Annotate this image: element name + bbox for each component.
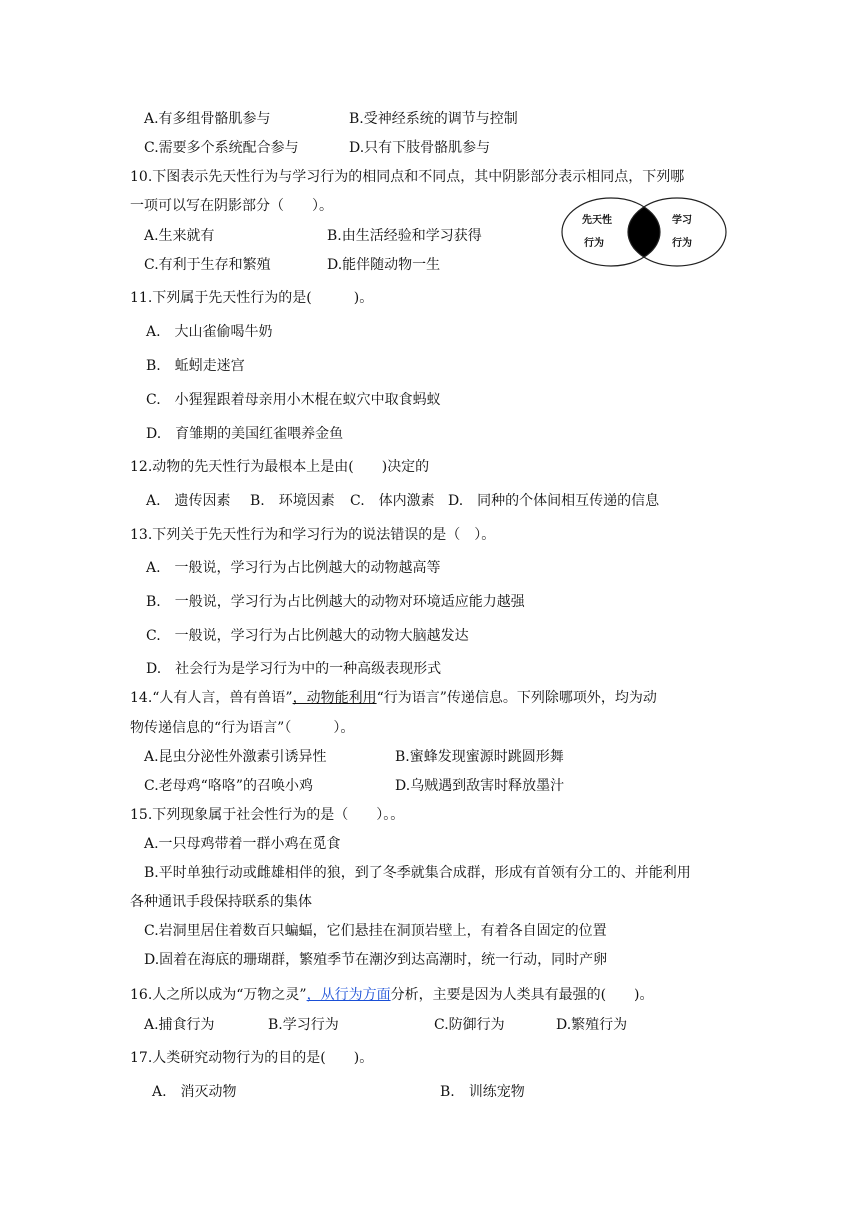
q15-option-b-line2: 各种通讯手段保持联系的集体 [130,894,312,910]
q11-option-d: D. 育雏期的美国红雀喂养金鱼 [146,426,344,442]
q9-option-d: D.只有下肢骨骼肌参与 [349,140,491,156]
q14-quote: 14.“人有人言，兽有兽语” [130,690,293,706]
q13-stem: 13.下列关于先天性行为和学习行为的说法错误的是（ ）。 [130,527,496,543]
q14-option-a: A.昆虫分泌性外激素引诱异性 [144,749,327,765]
q11-stem: 11.下列属于先天性行为的是( )。 [130,290,374,306]
q17-option-b: B. 训练宠物 [440,1084,525,1100]
q10-option-a: A.生来就有 [144,228,215,244]
q11-option-a: A. 大山雀偷喝牛奶 [146,324,273,340]
q9-option-c: C.需要多个系统配合参与 [144,140,299,156]
q12-option-d: D. 同种的个体间相互传递的信息 [448,493,660,509]
q15-stem: 15.下列现象属于社会性行为的是（ ）。。 [130,807,405,823]
q14-underlined-phrase: ，动物能利用 [292,690,377,706]
q15-option-d: D.固着在海底的珊瑚群，繁殖季节在潮汐到达高潮时，统一行动，同时产卵 [144,952,608,968]
q10-option-d: D.能伴随动物一生 [327,257,441,273]
q14-option-d: D.乌贼遇到敌害时释放墨汁 [395,778,565,794]
q14-stem-rest: “行为语言”传递信息。下列除哪项外，均为动 [376,690,657,706]
q12-option-a: A. 遗传因素 [146,493,231,509]
q16-link[interactable]: ，从行为方面 [306,987,391,1003]
q10-option-b: B.由生活经验和学习获得 [327,228,482,244]
venn-left-label-2: 行为 [584,238,604,249]
q14-stem-line2: 物传递信息的“行为语言”（ ）。 [130,720,355,736]
q10-option-c: C.有利于生存和繁殖 [144,257,271,273]
q12-stem: 12.动物的先天性行为最根本上是由( )决定的 [130,459,430,475]
q16-option-d: D.繁殖行为 [556,1017,628,1033]
q10-stem-line2: 一项可以写在阴影部分（ ）。 [130,198,333,214]
q9-option-b: B.受神经系统的调节与控制 [349,111,518,127]
q17-stem: 17.人类研究动物行为的目的是( )。 [130,1050,374,1066]
q14-stem-line1 [130,688,657,708]
q16-stem-start: 16.人之所以成为“万物之灵” [130,987,307,1003]
q10-stem-line1: 10.下图表示先天性行为与学习行为的相同点和不同点，其中阴影部分表示相同点，下列哪 [130,169,685,185]
venn-diagram [560,196,728,268]
q16-stem-end: 分析，主要是因为人类具有最强的( )。 [390,987,654,1003]
venn-right-label-1: 学习 [672,215,692,226]
q15-option-c: C.岩洞里居住着数百只蝙蝠，它们悬挂在洞顶岩壁上，有着各自固定的位置 [144,923,607,939]
q13-option-c: C. 一般说，学习行为占比例越大的动物大脑越发达 [146,628,469,644]
q15-option-a: A.一只母鸡带着一群小鸡在觅食 [144,836,341,852]
q16-option-b: B.学习行为 [268,1017,339,1033]
q14-option-b: B.蜜蜂发现蜜源时跳圆形舞 [395,749,564,765]
q13-option-d: D. 社会行为是学习行为中的一种高级表现形式 [146,661,442,677]
q16-option-c: C.防御行为 [434,1017,505,1033]
venn-left-label-1: 先天性 [582,215,612,226]
q16-stem [130,985,654,1005]
q17-option-a: A. 消灭动物 [152,1084,237,1100]
q13-option-b: B. 一般说，学习行为占比例越大的动物对环境适应能力越强 [146,594,525,610]
q16-option-a: A.捕食行为 [144,1017,215,1033]
q14-option-c: C.老母鸡“咯咯”的召唤小鸡 [144,778,313,794]
venn-right-label-2: 行为 [672,238,692,249]
q11-option-b: B. 蚯蚓走迷宫 [146,358,245,374]
q13-option-a: A. 一般说，学习行为占比例越大的动物越高等 [146,560,441,576]
q12-option-b: B. 环境因素 [250,493,335,509]
q11-option-c: C. 小猩猩跟着母亲用小木棍在蚁穴中取食蚂蚁 [146,392,441,408]
q12-option-c: C. 体内激素 [350,493,435,509]
q9-option-a: A.有多组骨骼肌参与 [144,111,271,127]
q15-option-b-line1: B.平时单独行动或雌雄相伴的狼，到了冬季就集合成群，形成有首领有分工的、并能利用 [144,865,691,881]
